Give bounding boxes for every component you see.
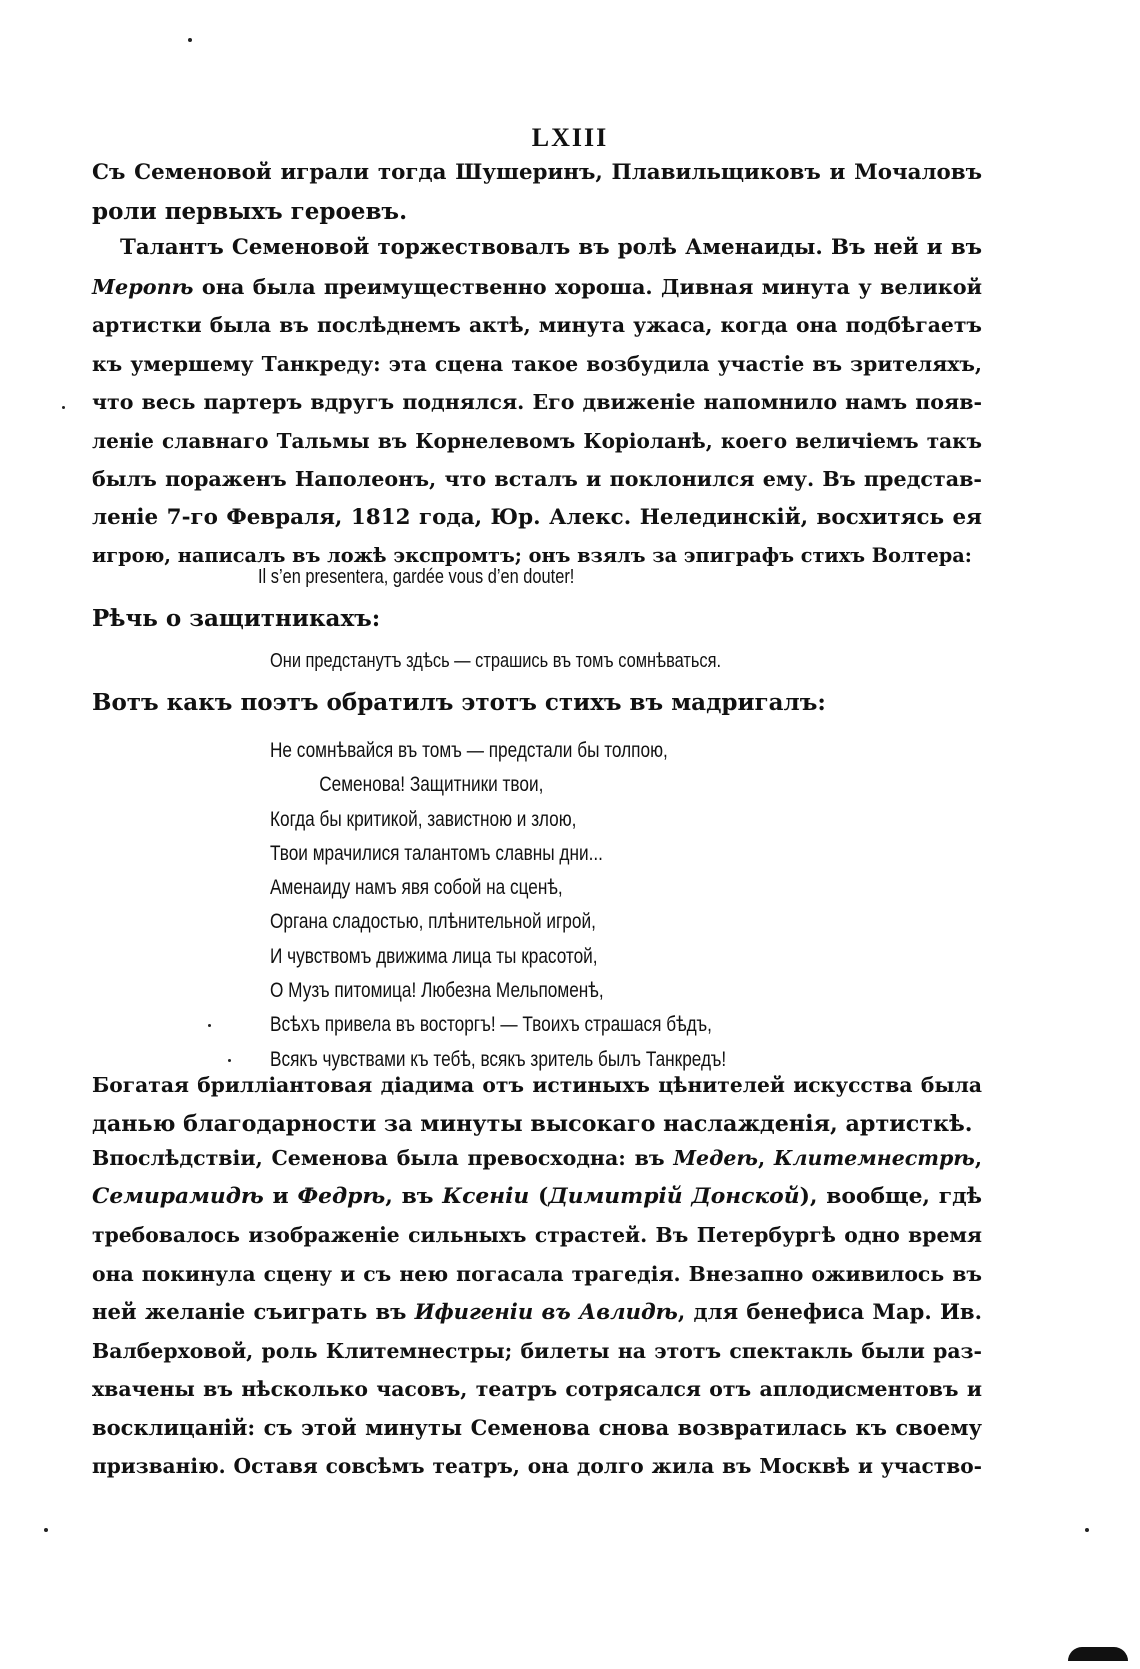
- text-fragment: ней желаніе съиграть въ: [92, 1299, 415, 1324]
- poem-line: И чувствомъ движима лица ты красотой,: [270, 944, 598, 968]
- scan-edge-mark: [1068, 1647, 1128, 1661]
- text-line: [92, 1293, 982, 1332]
- play-title: Меропѣ: [92, 273, 194, 299]
- text-line: Вотъ какъ поэтъ обратилъ этотъ стихъ въ мадригалъ:: [92, 689, 826, 716]
- text-fragment: Впослѣдствіи, Семенова была превосходна: въ: [92, 1146, 674, 1170]
- play-title: Ксеніи: [442, 1183, 530, 1209]
- text-line: къ умершему Танкреду: эта сцена такое возбудила участіе въ зрителяхъ,: [92, 351, 982, 376]
- page-number: LXIII: [531, 123, 609, 152]
- madrigal-poem: [270, 734, 726, 1077]
- play-title: Димитрій Донской: [548, 1183, 800, 1209]
- scan-speck: [62, 406, 65, 409]
- text-line: Валберховой, роль Клитемнестры; билеты на этотъ спектакль были раз-: [92, 1338, 982, 1363]
- text-line: требовалось изображеніе сильныхъ страстей. Въ Петербургѣ одно время: [92, 1223, 982, 1247]
- text-line: роли первыхъ героевъ.: [92, 197, 408, 225]
- poem-line: Когда бы критикой, завистною и злою,: [270, 807, 577, 831]
- play-title: Клитемнестрѣ: [773, 1146, 975, 1170]
- poem-line: Органа сладостью, плѣнительной игрой,: [270, 910, 596, 934]
- text-line: Талантъ Семеновой торжествовалъ въ ролѣ Аменаиды. Въ ней и въ: [120, 235, 982, 260]
- text-line: Рѣчь о защитникахъ:: [92, 605, 381, 632]
- text-fragment: , въ: [385, 1183, 443, 1209]
- scan-speck: [188, 38, 192, 42]
- scan-speck: [44, 1528, 48, 1532]
- text-line: игрою, написалъ въ ложѣ экспромтъ; онъ взялъ за эпиграфъ стихъ Волтера:: [92, 544, 972, 567]
- play-title: Федрѣ: [297, 1183, 386, 1209]
- text-line: что весь партеръ вдругъ поднялся. Его движеніе напомнило намъ появ-: [92, 390, 982, 414]
- text-line: [92, 1139, 982, 1178]
- poem-line: Не сомнѣвайся въ томъ — предстали бы толпою,: [270, 739, 668, 762]
- paragraph-4: [92, 684, 982, 723]
- translated-quote: Они предстанутъ здѣсь — страшись въ томъ сомнѣваться.: [270, 650, 722, 672]
- poem-line: Твои мрачилися талантомъ славны дни...: [270, 841, 603, 865]
- text-line: Съ Семеновой играли тогда Шушеринъ, Плавильщиковъ и Мочаловъ: [92, 160, 982, 185]
- text-line: восклицаній: съ этой минуты Семенова снова возвратилась къ своему: [92, 1414, 982, 1440]
- text-fragment: (: [529, 1183, 549, 1209]
- paragraph-3: [92, 600, 982, 639]
- text-fragment: и: [263, 1183, 298, 1209]
- text-line: артистки была въ послѣднемъ актѣ, минута ужаса, когда она подбѣгаетъ: [92, 313, 982, 337]
- text-line: призванію. Оставя совсѣмъ театръ, она долго жила въ Москвѣ и участво-: [92, 1454, 982, 1478]
- play-title: Семирамидѣ: [92, 1183, 264, 1209]
- text-fragment: она была преимущественно хороша. Дивная минута у великой: [193, 273, 982, 299]
- poem-line: Аменаиду намъ явя собой на сценѣ,: [270, 876, 563, 900]
- poem-line: О Музъ питомица! Любезна Мельпоменѣ,: [270, 979, 604, 1003]
- play-title: Ифигеніи въ Авлидѣ: [414, 1299, 678, 1324]
- text-line: леніе славнаго Тальмы въ Корнелевомъ Коріоланѣ, коего величіемъ такъ: [92, 428, 982, 453]
- scan-speck: [1085, 1528, 1089, 1532]
- text-line: данью благодарности за минуты высокаго наслажденія, артисткѣ.: [92, 1110, 973, 1137]
- text-line: леніе 7-го Февраля, 1812 года, Юр. Алекс. Нелединскій, восхитясь ея: [92, 504, 982, 530]
- poem-line: Всѣхъ привела въ восторгъ! — Твоихъ страшася бѣдъ,: [270, 1013, 712, 1037]
- text-fragment: ,: [974, 1146, 982, 1170]
- text-line: Богатая бриллiантовая дiадима отъ истиныхъ цѣнителей искусства была: [92, 1073, 982, 1097]
- text-fragment: ), вообще, гдѣ: [799, 1183, 982, 1209]
- poem-line: Семенова! Защитники твои,: [319, 773, 544, 797]
- text-line: [92, 268, 982, 307]
- text-line: былъ пораженъ Наполеонъ, что всталъ и поклонился ему. Въ представ-: [92, 467, 982, 491]
- paragraph-6: [92, 1139, 982, 1486]
- text-fragment: , для бенефиса Мар. Ив.: [677, 1299, 982, 1324]
- epigraph-quote: Il s’en presentera, gardée vous d’en douter!: [258, 566, 575, 588]
- scan-speck: [228, 1059, 231, 1062]
- text-line: [92, 1178, 982, 1217]
- text-fragment: ,: [757, 1146, 774, 1170]
- poem-line: Всякъ чувствами къ тебѣ, всякъ зритель былъ Танкредъ!: [270, 1047, 727, 1071]
- play-title: Медеѣ: [673, 1146, 758, 1170]
- paragraph-2: [92, 229, 982, 576]
- text-line: она покинула сцену и съ нею погасала трагедія. Внезапно оживилось въ: [92, 1261, 982, 1286]
- text-line: хвачены въ нѣсколько часовъ, театръ сотрясался отъ аплодисментовъ и: [92, 1377, 982, 1401]
- paragraph-1: [92, 154, 982, 231]
- scan-speck: [208, 1024, 211, 1027]
- paragraph-5: [92, 1066, 982, 1143]
